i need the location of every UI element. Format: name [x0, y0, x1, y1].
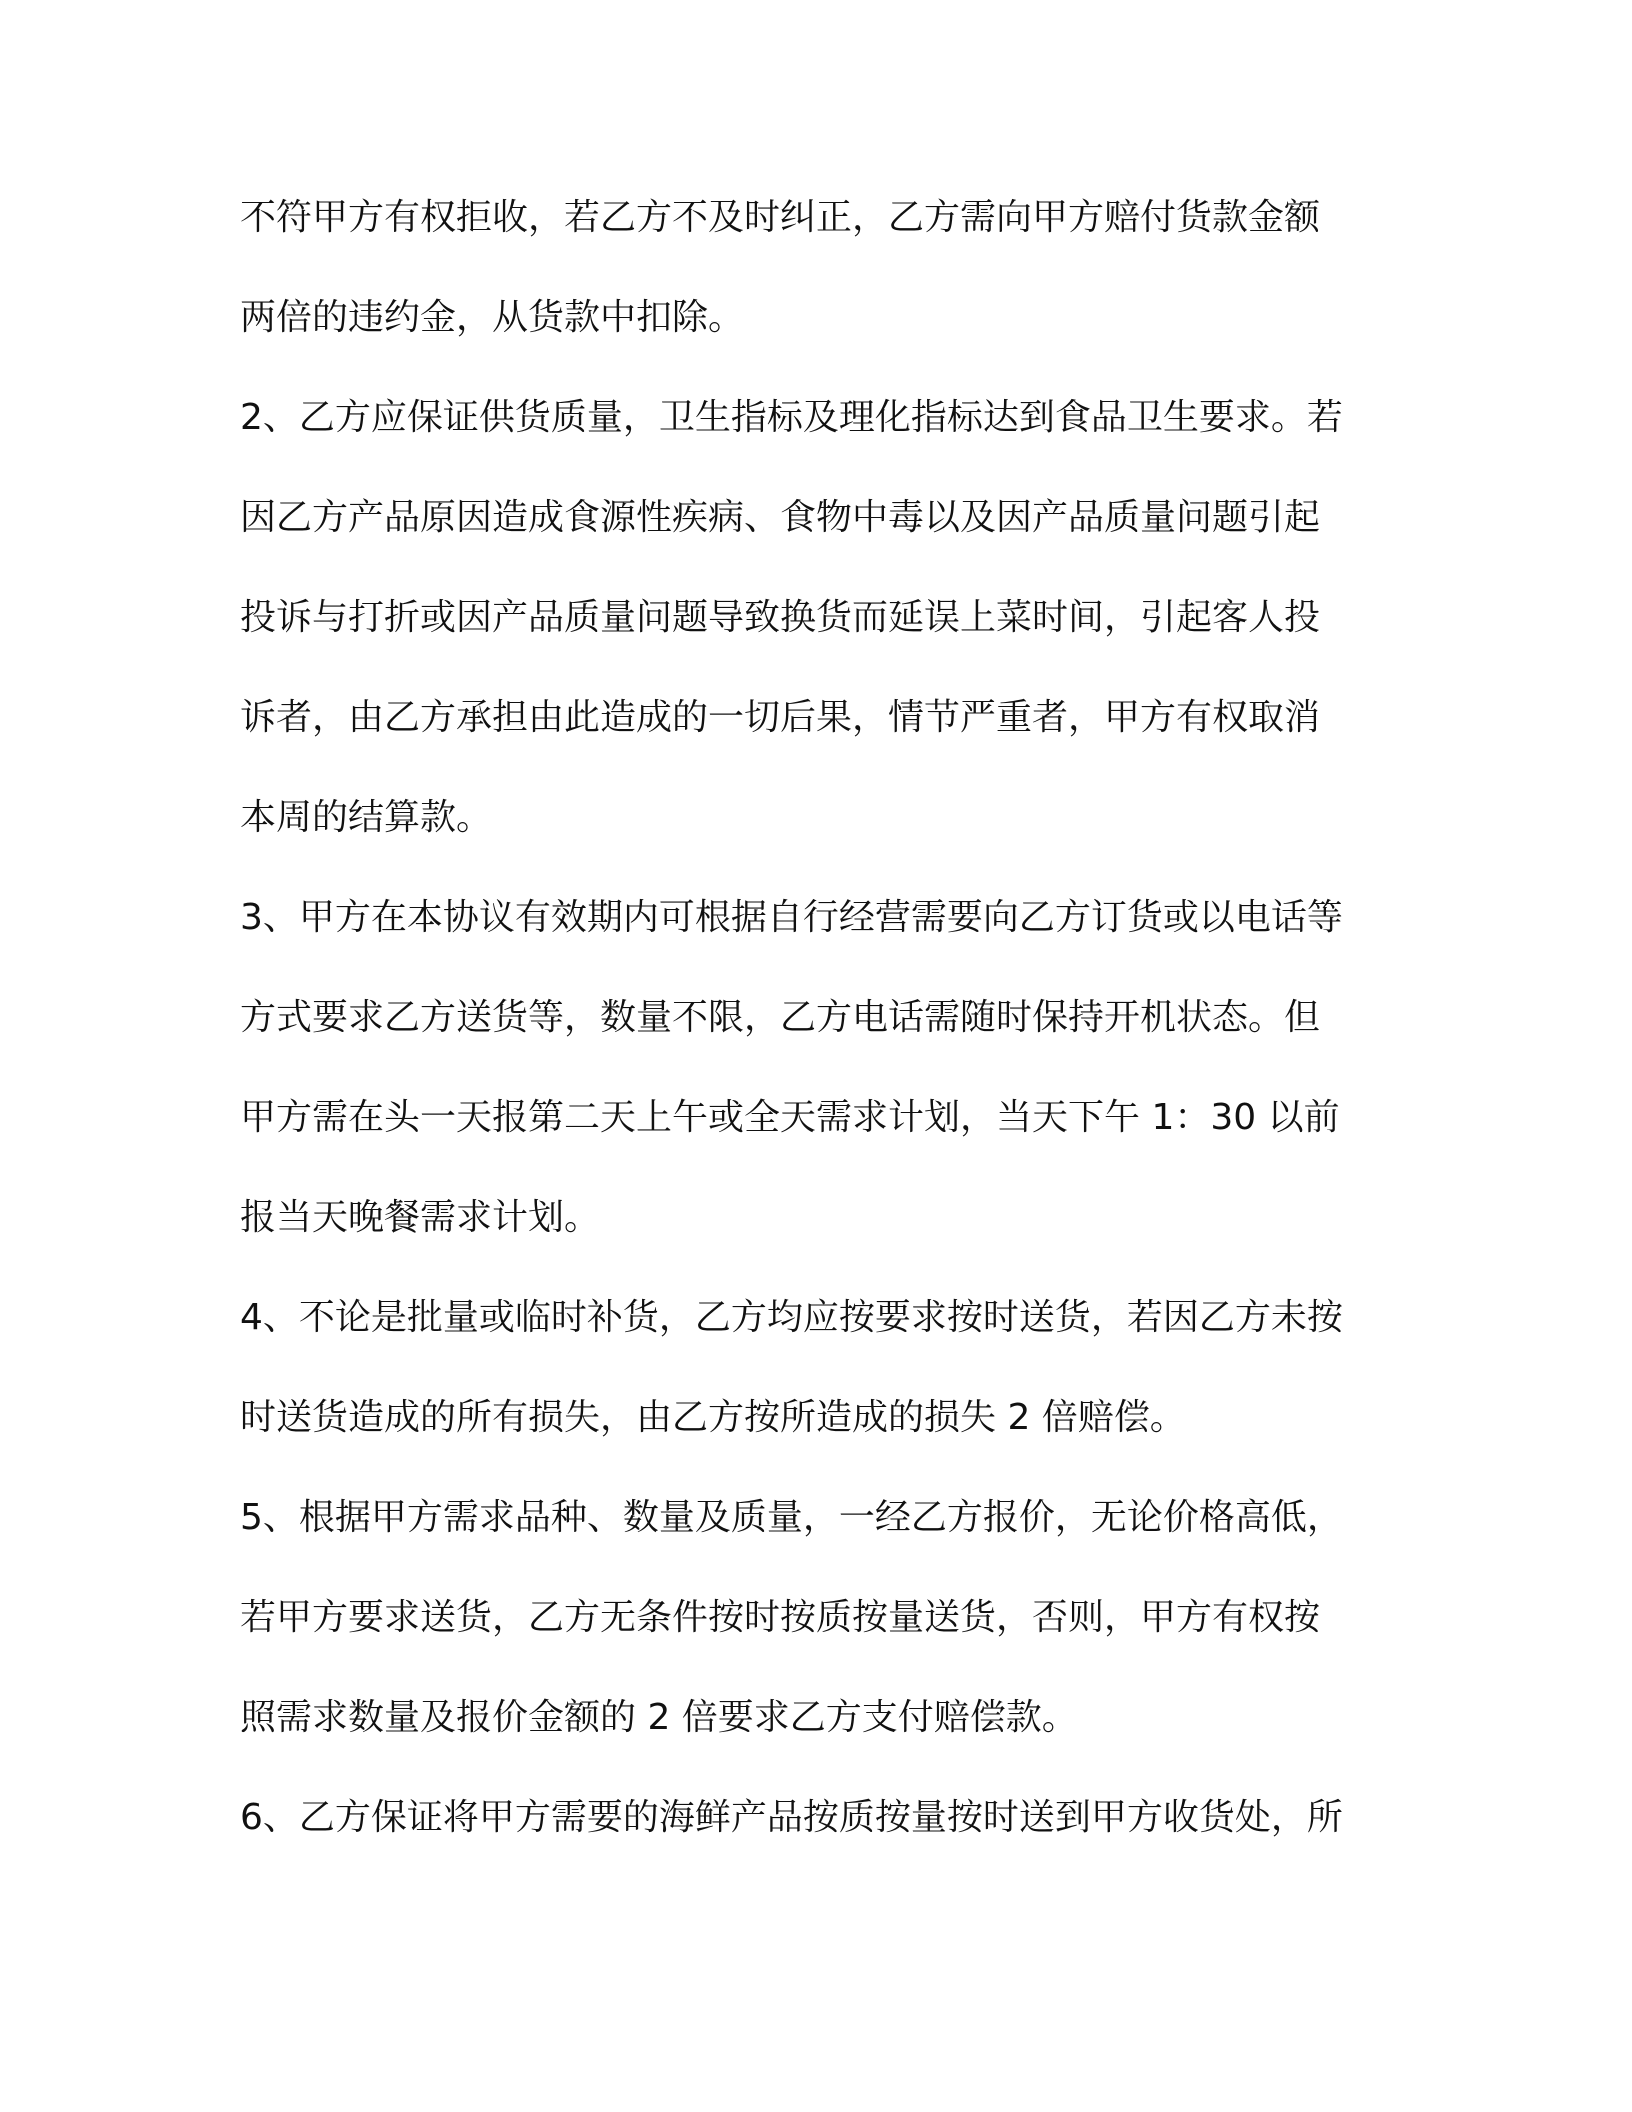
text-line: 投诉与打折或因产品质量问题导致换货而延误上菜时间，引起客人投: [240, 597, 1321, 638]
text-line: 方式要求乙方送货等，数量不限，乙方电话需随时保持开机状态。但: [240, 997, 1321, 1038]
clause-6-text: 6、乙方保证将甲方需要的海鲜产品按质按量按时送到甲方收货处，所: [240, 1797, 1343, 1838]
text-line: 甲方需在头一天报第二天上午或全天需求计划，当天下午 1：30 以前: [240, 1097, 1340, 1138]
text-line: 因乙方产品原因造成食源性疾病、食物中毒以及因产品质量问题引起: [240, 497, 1321, 538]
text-line: 时送货造成的所有损失，由乙方按所造成的损失 2 倍赔偿。: [240, 1397, 1186, 1438]
clause-3-text: 3、甲方在本协议有效期内可根据自行经营需要向乙方订货或以电话等: [240, 897, 1343, 938]
clause-5-text: 5、根据甲方需求品种、数量及质量，一经乙方报价，无论价格高低，: [240, 1497, 1343, 1538]
text-line: 不符甲方有权拒收，若乙方不及时纠正，乙方需向甲方赔付货款金额: [240, 197, 1321, 238]
text-line: 两倍的违约金，从货款中扣除。: [240, 297, 745, 338]
text-line: 照需求数量及报价金额的 2 倍要求乙方支付赔偿款。: [240, 1697, 1078, 1738]
text-line: 诉者，由乙方承担由此造成的一切后果，情节严重者，甲方有权取消: [240, 697, 1321, 738]
text-line: 若甲方要求送货，乙方无条件按时按质按量送货，否则，甲方有权按: [240, 1597, 1321, 1638]
clause-4-text: 4、不论是批量或临时补货，乙方均应按要求按时送货，若因乙方未按: [240, 1297, 1343, 1338]
text-line: 报当天晚餐需求计划。: [240, 1197, 601, 1238]
text-line: 本周的结算款。: [240, 797, 493, 838]
clause-2-text: 2、乙方应保证供货质量，卫生指标及理化指标达到食品卫生要求。若: [240, 397, 1343, 438]
